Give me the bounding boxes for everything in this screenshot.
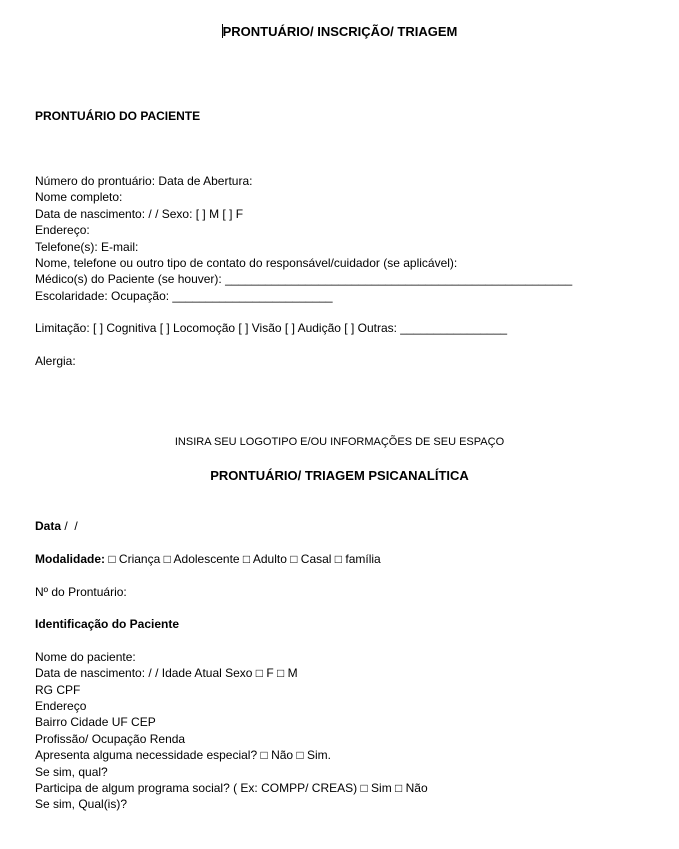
field-neighborhood-city: Bairro Cidade UF CEP bbox=[35, 715, 156, 729]
field-social-program: Participa de algum programa social? ( Ex: COMPP/ CREAS) □ Sim □ Não bbox=[35, 781, 428, 795]
field-profession-income: Profissão/ Ocupação Renda bbox=[35, 732, 186, 746]
form2-title: PRONTUÁRIO/ TRIAGEM PSICANALÍTICA bbox=[210, 468, 469, 483]
modality-label: Modalidade: bbox=[35, 552, 106, 566]
field-full-name: Nome completo: bbox=[35, 190, 123, 204]
modality-options: □ Criança □ Adolescente □ Adulto □ Casal □ família bbox=[105, 552, 381, 566]
date-label: Data bbox=[35, 519, 62, 533]
field-education-occupation: Escolaridade: Ocupação: ________________________ bbox=[35, 289, 333, 303]
field-guardian-contact: Nome, telefone ou outro tipo de contato do responsável/cuidador (se aplicável): bbox=[35, 256, 458, 270]
field-phone-email: Telefone(s): E-mail: bbox=[35, 240, 139, 254]
field-birth-date-sex: Data de nascimento: / / Sexo: [ ] M [ ] F bbox=[35, 207, 244, 221]
field-doctors: Médico(s) do Paciente (se houver): ____________________________________________________ bbox=[35, 272, 573, 286]
field-birth-age-sex: Data de nascimento: / / Idade Atual Sexo □ F □ M bbox=[35, 666, 298, 680]
field-special-needs-which: Se sim, qual? bbox=[35, 765, 108, 779]
field-special-needs: Apresenta alguma necessidade especial? □ Não □ Sim. bbox=[35, 748, 331, 762]
field-address-2: Endereço bbox=[35, 699, 87, 713]
field-record-number: Nº do Prontuário: bbox=[35, 585, 127, 599]
field-address: Endereço: bbox=[35, 223, 90, 237]
section-title-patient-record: PRONTUÁRIO DO PACIENTE bbox=[35, 109, 201, 123]
section-title-identification: Identificação do Paciente bbox=[35, 617, 180, 631]
field-patient-name: Nome do paciente: bbox=[35, 650, 136, 664]
form-header bbox=[0, 24, 679, 40]
field-limitation: Limitação: [ ] Cognitiva [ ] Locomoção [ ] Visão [ ] Audição [ ] Outras: ________________ bbox=[35, 321, 508, 335]
logo-placeholder-note: INSIRA SEU LOGOTIPO E/OU INFORMAÇÕES DE SEU ESPAÇO bbox=[174, 436, 505, 448]
field-social-program-which: Se sim, Qual(is)? bbox=[35, 797, 128, 811]
field-rg-cpf: RG CPF bbox=[35, 683, 81, 697]
date-value: / / bbox=[61, 519, 78, 533]
field-modality bbox=[35, 551, 381, 567]
field-record-number-opening-date: Número do prontuário: Data de Abertura: bbox=[35, 174, 253, 188]
form-header-text: PRONTUÁRIO/ INSCRIÇÃO/ TRIAGEM bbox=[222, 24, 458, 39]
field-date bbox=[35, 518, 78, 534]
field-allergy: Alergia: bbox=[35, 354, 76, 368]
